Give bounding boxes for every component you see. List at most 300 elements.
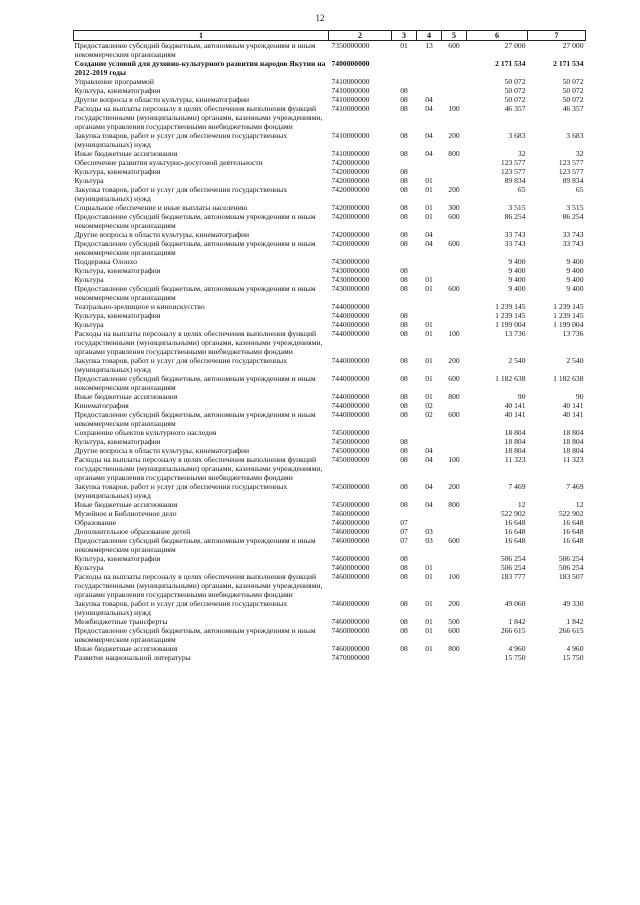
row-amount-7: 65	[575, 185, 584, 194]
table-row	[74, 644, 586, 653]
row-subsection: 01	[425, 329, 433, 338]
row-expense-type: 300	[448, 203, 460, 212]
row-amount-6: 16 648	[504, 536, 526, 545]
row-expense-type: 600	[448, 284, 460, 293]
row-amount-7: 11 323	[562, 455, 584, 464]
row-name: Сохранение объектов культурного наследия	[74, 428, 217, 437]
row-name: Расходы на выплаты персоналу в целях обеспечения выполнения функций государственными (муниципальными) органами, казенными учреждениями, органами управления государственными внебюджетными фондами	[74, 329, 323, 356]
row-name: Предоставление субсидий бюджетным, автономным учреждениям и иным некоммерческим организациям	[74, 626, 316, 644]
row-expense-type: 200	[448, 599, 460, 608]
row-code: 7420000000	[331, 167, 370, 176]
row-expense-type: 600	[448, 212, 460, 221]
row-subsection	[417, 77, 442, 86]
row-expense-type	[442, 77, 467, 86]
table-row	[74, 617, 586, 626]
row-subsection: 01	[425, 176, 433, 185]
row-section: 08	[400, 482, 408, 491]
row-code: 7420000000	[331, 239, 370, 248]
row-section: 08	[400, 572, 408, 581]
row-name: Иные бюджетные ассигнования	[74, 644, 178, 653]
row-section: 08	[400, 446, 408, 455]
row-amount-7: 183 507	[558, 572, 584, 581]
row-expense-type	[442, 158, 467, 167]
row-name: Дополнительное образование детей	[74, 527, 191, 536]
row-code: 7440000000	[331, 356, 370, 365]
row-expense-type	[442, 437, 467, 446]
row-amount-6: 50 072	[504, 86, 526, 95]
row-amount-7: 18 804	[562, 437, 584, 446]
row-amount-6: 11 323	[504, 455, 526, 464]
row-amount-7: 4 960	[566, 644, 584, 653]
row-code: 7460000000	[331, 554, 370, 563]
row-code: 7420000000	[331, 158, 370, 167]
row-code: 7410000000	[331, 86, 370, 95]
row-expense-type	[442, 86, 467, 95]
row-amount-7: 1 239 145	[553, 302, 584, 311]
row-amount-7: 1 199 004	[553, 320, 584, 329]
row-subsection: 02	[425, 401, 433, 410]
row-section: 07	[400, 518, 408, 527]
row-name: Закупка товаров, работ и услуг для обеспечения государственных (муниципальных) нужд	[74, 131, 288, 149]
row-name: Закупка товаров, работ и услуг для обеспечения государственных (муниципальных) нужд	[74, 185, 288, 203]
row-subsection: 04	[425, 131, 433, 140]
row-amount-6: 86 254	[504, 212, 526, 221]
row-name: Культура, кинематография	[74, 167, 161, 176]
row-section: 08	[400, 320, 408, 329]
row-amount-6: 1 199 004	[495, 320, 526, 329]
row-section: 08	[400, 455, 408, 464]
table-row	[74, 410, 586, 428]
table-row	[74, 653, 586, 662]
row-amount-7: 13 736	[562, 329, 584, 338]
table-row	[74, 482, 586, 500]
row-section	[392, 302, 417, 311]
row-amount-6: 522 902	[500, 509, 526, 518]
row-code: 7440000000	[331, 374, 370, 383]
row-name: Иные бюджетные ассигнования	[74, 392, 178, 401]
row-name: Социальное обеспечение и иные выплаты населению	[74, 203, 248, 212]
row-expense-type: 800	[448, 392, 460, 401]
row-section: 08	[400, 410, 408, 419]
row-amount-7: 18 804	[562, 446, 584, 455]
row-section	[392, 509, 417, 518]
row-subsection: 04	[425, 95, 433, 104]
row-section: 08	[400, 644, 408, 653]
row-code: 7460000000	[331, 572, 370, 581]
table-row	[74, 131, 586, 149]
row-amount-7: 522 902	[558, 509, 584, 518]
row-amount-7: 86 254	[562, 212, 584, 221]
row-section: 08	[400, 266, 408, 275]
row-amount-7: 9 400	[566, 257, 584, 266]
table-row	[74, 149, 586, 158]
table-row	[74, 203, 586, 212]
row-amount-6: 1 239 145	[495, 302, 526, 311]
row-expense-type: 200	[448, 185, 460, 194]
row-section: 08	[400, 401, 408, 410]
row-name: Расходы на выплаты персоналу в целях обеспечения выполнения функций государственными (муниципальными) органами, казенными учреждениями, органами управления государственными внебюджетными фондами	[74, 572, 323, 599]
row-name: Иные бюджетные ассигнования	[74, 149, 178, 158]
row-code: 7430000000	[331, 275, 370, 284]
table-row	[74, 329, 586, 356]
row-expense-type	[442, 428, 467, 437]
row-amount-7: 50 072	[562, 95, 584, 104]
row-amount-7: 49 330	[562, 599, 584, 608]
row-expense-type: 100	[448, 455, 460, 464]
table-row	[74, 500, 586, 509]
row-amount-6: 2 540	[508, 356, 526, 365]
table-body	[74, 41, 586, 663]
table-row	[74, 77, 586, 86]
row-amount-6: 16 648	[504, 527, 526, 536]
row-code: 7460000000	[331, 527, 370, 536]
row-section: 08	[400, 95, 408, 104]
row-amount-7: 9 400	[566, 266, 584, 275]
row-expense-type	[442, 167, 467, 176]
row-section: 08	[400, 176, 408, 185]
table-row	[74, 320, 586, 329]
table-row	[74, 428, 586, 437]
row-section	[392, 59, 417, 77]
table-row	[74, 437, 586, 446]
row-code: 7440000000	[331, 320, 370, 329]
row-section: 07	[400, 536, 408, 545]
row-expense-type	[442, 446, 467, 455]
row-name: Образование	[74, 518, 117, 527]
row-code: 7450000000	[331, 500, 370, 509]
row-section: 08	[400, 500, 408, 509]
table-row	[74, 284, 586, 302]
row-name: Культура	[74, 320, 104, 329]
row-amount-7: 1 239 145	[553, 311, 584, 320]
row-code: 7450000000	[331, 428, 370, 437]
row-name: Предоставление субсидий бюджетным, автономным учреждениям и иным некоммерческим организациям	[74, 41, 316, 59]
row-code: 7460000000	[331, 599, 370, 608]
row-name: Музейное и Библиотечное дело	[74, 509, 177, 518]
row-amount-7: 27 000	[562, 41, 584, 50]
row-subsection	[417, 518, 442, 527]
table-row	[74, 41, 586, 60]
table-row	[74, 311, 586, 320]
table-row	[74, 95, 586, 104]
row-name: Развитие национальной литературы	[74, 653, 191, 662]
row-expense-type	[442, 257, 467, 266]
table-row	[74, 509, 586, 518]
row-expense-type	[442, 95, 467, 104]
row-amount-7: 506 254	[558, 554, 584, 563]
row-amount-6: 49 060	[504, 599, 526, 608]
column-header-1: 1	[74, 31, 329, 41]
row-subsection: 01	[425, 185, 433, 194]
row-amount-7: 266 615	[558, 626, 584, 635]
row-amount-6: 40 141	[504, 410, 526, 419]
row-code: 7410000000	[331, 131, 370, 140]
row-subsection: 03	[425, 527, 433, 536]
row-subsection	[417, 509, 442, 518]
row-amount-7: 46 357	[562, 104, 584, 113]
row-amount-7: 506 254	[558, 563, 584, 572]
row-amount-7: 1 182 638	[553, 374, 584, 383]
row-code: 7440000000	[331, 410, 370, 419]
row-expense-type	[442, 311, 467, 320]
row-amount-7: 16 648	[562, 518, 584, 527]
table-row	[74, 104, 586, 131]
row-code: 7430000000	[331, 284, 370, 293]
row-expense-type	[442, 230, 467, 239]
row-name: Культура	[74, 275, 104, 284]
row-section: 08	[400, 599, 408, 608]
row-code: 7410000000	[331, 95, 370, 104]
row-name: Иные бюджетные ассигнования	[74, 500, 178, 509]
row-amount-6: 1 239 145	[495, 311, 526, 320]
row-code: 7440000000	[331, 329, 370, 338]
table-row	[74, 572, 586, 599]
row-subsection: 01	[425, 212, 433, 221]
row-name: Предоставление субсидий бюджетным, автономным учреждениям и иным некоммерческим организациям	[74, 212, 316, 230]
row-expense-type	[442, 320, 467, 329]
table-row	[74, 257, 586, 266]
row-section: 08	[400, 212, 408, 221]
table-row	[74, 176, 586, 185]
row-amount-6: 9 400	[508, 275, 526, 284]
row-amount-6: 9 400	[508, 284, 526, 293]
row-code: 7420000000	[331, 212, 370, 221]
row-section: 08	[400, 392, 408, 401]
table-header-row	[74, 31, 586, 41]
row-name: Обеспечение развития культурно-досуговой деятельности	[74, 158, 263, 167]
row-expense-type: 800	[448, 500, 460, 509]
row-name: Предоставление субсидий бюджетным, автономным учреждениям и иным некоммерческим организациям	[74, 410, 316, 428]
row-code: 7460000000	[331, 644, 370, 653]
row-expense-type	[442, 518, 467, 527]
page-number: 12	[315, 13, 325, 23]
row-code: 7400000000	[331, 59, 370, 68]
row-subsection	[417, 437, 442, 446]
row-subsection	[417, 257, 442, 266]
table-row	[74, 536, 586, 554]
table-row	[74, 167, 586, 176]
row-amount-6: 50 072	[504, 77, 526, 86]
row-expense-type: 100	[448, 104, 460, 113]
row-section: 08	[400, 554, 408, 563]
row-expense-type: 600	[448, 374, 460, 383]
table-row	[74, 392, 586, 401]
row-code: 7410000000	[331, 149, 370, 158]
row-section: 08	[400, 284, 408, 293]
row-name: Управление программой	[74, 77, 154, 86]
row-amount-6: 46 357	[504, 104, 526, 113]
row-section: 08	[400, 374, 408, 383]
table-row	[74, 455, 586, 482]
row-subsection: 04	[425, 239, 433, 248]
row-code: 7450000000	[331, 482, 370, 491]
column-header-2: 2	[329, 31, 392, 41]
table-row	[74, 302, 586, 311]
row-subsection: 01	[425, 644, 433, 653]
row-name: Поддержка Олонхо	[74, 257, 137, 266]
row-section: 08	[400, 563, 408, 572]
column-header-6: 6	[467, 31, 528, 41]
row-expense-type	[442, 527, 467, 536]
row-section	[392, 653, 417, 662]
row-section: 08	[400, 230, 408, 239]
row-subsection	[417, 311, 442, 320]
row-code: 7460000000	[331, 617, 370, 626]
row-code: 7460000000	[331, 509, 370, 518]
row-amount-7: 123 577	[558, 167, 584, 176]
row-section: 08	[400, 437, 408, 446]
table-row	[74, 401, 586, 410]
table-row	[74, 374, 586, 392]
row-subsection: 01	[425, 392, 433, 401]
row-code: 7450000000	[331, 455, 370, 464]
row-amount-6: 3 515	[508, 203, 526, 212]
row-name: Закупка товаров, работ и услуг для обеспечения государственных (муниципальных) нужд	[74, 482, 288, 500]
row-amount-7: 40 141	[562, 401, 584, 410]
row-amount-7: 3 515	[566, 203, 584, 212]
column-header-7: 7	[528, 31, 586, 41]
row-amount-6: 16 648	[504, 518, 526, 527]
table-row	[74, 626, 586, 644]
row-name: Закупка товаров, работ и услуг для обеспечения государственных (муниципальных) нужд	[74, 599, 288, 617]
row-subsection: 04	[425, 482, 433, 491]
row-amount-6: 123 577	[500, 158, 526, 167]
row-amount-7: 33 743	[562, 239, 584, 248]
row-name: Предоставление субсидий бюджетным, автономным учреждениям и иным некоммерческим организациям	[74, 284, 316, 302]
row-subsection: 03	[425, 536, 433, 545]
row-amount-7: 9 400	[566, 284, 584, 293]
row-subsection: 01	[425, 563, 433, 572]
table-row	[74, 275, 586, 284]
table-row	[74, 527, 586, 536]
row-section: 08	[400, 104, 408, 113]
row-amount-6: 32	[517, 149, 526, 158]
row-code: 7450000000	[331, 446, 370, 455]
row-subsection	[417, 59, 442, 77]
row-amount-6: 89 834	[504, 176, 526, 185]
row-code: 7420000000	[331, 176, 370, 185]
row-subsection: 04	[425, 455, 433, 464]
row-section: 08	[400, 329, 408, 338]
row-name: Предоставление субсидий бюджетным, автономным учреждениям и иным некоммерческим организациям	[74, 374, 316, 392]
table-row	[74, 563, 586, 572]
row-code: 7440000000	[331, 302, 370, 311]
row-code: 7350000000	[331, 41, 370, 50]
row-name: Культура, кинематография	[74, 86, 161, 95]
row-amount-6: 4 960	[508, 644, 526, 653]
row-amount-6: 1 182 638	[495, 374, 526, 383]
row-amount-6: 183 777	[500, 572, 526, 581]
table-row	[74, 158, 586, 167]
row-amount-6: 3 683	[508, 131, 526, 140]
column-header-3: 3	[392, 31, 417, 41]
row-subsection: 04	[425, 230, 433, 239]
row-amount-7: 40 141	[562, 410, 584, 419]
row-subsection: 01	[425, 617, 433, 626]
row-amount-7: 9 400	[566, 275, 584, 284]
row-subsection: 04	[425, 446, 433, 455]
row-amount-6: 266 615	[500, 626, 526, 635]
column-header-4: 4	[417, 31, 442, 41]
row-name: Расходы на выплаты персоналу в целях обеспечения выполнения функций государственными (муниципальными) органами, казенными учреждениями, органами управления государственными внебюджетными фондами	[74, 455, 323, 482]
table-row	[74, 518, 586, 527]
row-expense-type	[442, 554, 467, 563]
row-section: 08	[400, 275, 408, 284]
row-subsection: 01	[425, 284, 433, 293]
row-amount-6: 7 469	[508, 482, 526, 491]
row-amount-7: 89 834	[562, 176, 584, 185]
table-row	[74, 554, 586, 563]
row-section	[392, 428, 417, 437]
row-expense-type: 600	[448, 41, 460, 50]
row-section: 07	[400, 527, 408, 536]
row-amount-6: 13 736	[504, 329, 526, 338]
row-amount-6: 27 000	[504, 41, 526, 50]
row-subsection: 01	[425, 374, 433, 383]
row-code: 7420000000	[331, 230, 370, 239]
row-amount-7: 90	[575, 392, 584, 401]
row-code: 7460000000	[331, 563, 370, 572]
row-subsection: 13	[425, 41, 433, 50]
row-amount-6: 506 254	[500, 554, 526, 563]
row-name: Создание условий для духовно-культурного развития народов Якутии на 2012-2019 годы	[74, 59, 326, 77]
row-section: 08	[400, 149, 408, 158]
budget-table	[73, 30, 586, 662]
row-amount-7: 7 469	[566, 482, 584, 491]
row-expense-type: 200	[448, 482, 460, 491]
row-amount-7: 16 648	[562, 527, 584, 536]
row-expense-type	[442, 59, 467, 77]
row-amount-7: 3 683	[566, 131, 584, 140]
row-amount-6: 33 743	[504, 239, 526, 248]
row-amount-6: 15 750	[504, 653, 526, 662]
row-subsection	[417, 86, 442, 95]
row-subsection: 01	[425, 599, 433, 608]
row-expense-type	[442, 653, 467, 662]
row-subsection: 01	[425, 275, 433, 284]
row-amount-6: 33 743	[504, 230, 526, 239]
row-expense-type: 200	[448, 131, 460, 140]
row-name: Культура, кинематография	[74, 311, 161, 320]
row-code: 7440000000	[331, 311, 370, 320]
row-code: 7410000000	[331, 104, 370, 113]
table-row	[74, 230, 586, 239]
table-row	[74, 446, 586, 455]
row-subsection: 04	[425, 149, 433, 158]
row-code: 7460000000	[331, 626, 370, 635]
row-expense-type: 600	[448, 536, 460, 545]
row-amount-7: 2 540	[566, 356, 584, 365]
table-row	[74, 185, 586, 203]
row-section: 08	[400, 167, 408, 176]
row-subsection: 01	[425, 356, 433, 365]
row-amount-6: 18 804	[504, 446, 526, 455]
row-subsection	[417, 302, 442, 311]
row-amount-6: 1 842	[508, 617, 526, 626]
row-section: 08	[400, 86, 408, 95]
row-amount-6: 506 254	[500, 563, 526, 572]
row-code: 7470000000	[331, 653, 370, 662]
row-subsection: 02	[425, 410, 433, 419]
row-section: 08	[400, 356, 408, 365]
row-amount-6: 12	[517, 500, 526, 509]
row-section: 08	[400, 626, 408, 635]
table-row	[74, 239, 586, 257]
row-code: 7410000000	[331, 77, 370, 86]
row-name: Другие вопросы в области культуры, кинематографии	[74, 95, 250, 104]
row-name: Культура, кинематография	[74, 266, 161, 275]
row-subsection: 04	[425, 104, 433, 113]
